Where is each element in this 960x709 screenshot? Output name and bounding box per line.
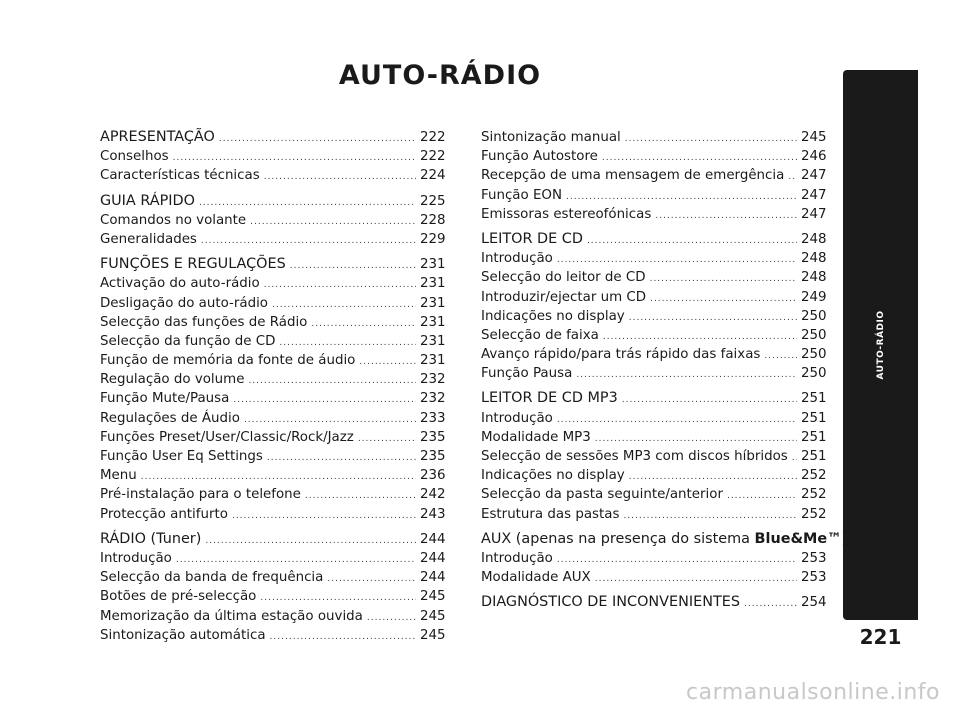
dot-leader <box>248 370 416 391</box>
toc-page-number: 233 <box>420 410 446 426</box>
toc-group <box>100 192 444 250</box>
toc-entry-text: Função User Eq Settings <box>100 449 263 464</box>
toc-page-number: 249 <box>801 289 827 305</box>
toc-entry-text: APRESENTAÇÃO <box>100 129 215 145</box>
toc-page-number: 245 <box>420 627 446 643</box>
toc-section-heading[interactable] <box>481 593 825 612</box>
toc-entry-label <box>100 128 215 147</box>
toc-page-number: 245 <box>801 130 827 145</box>
toc-entry-label <box>481 166 784 185</box>
toc-entry-text: Generalidades <box>100 231 197 247</box>
toc-entry-label <box>100 211 246 230</box>
dot-leader <box>176 549 416 570</box>
toc-entry[interactable] <box>481 249 825 268</box>
toc-entry[interactable] <box>100 166 444 185</box>
toc-entry[interactable] <box>100 147 444 166</box>
toc-entry-text: Função EON <box>481 187 562 203</box>
dot-leader <box>267 447 416 468</box>
dot-leader <box>576 364 797 385</box>
toc-page-number: 222 <box>420 130 446 145</box>
dot-leader <box>603 326 797 347</box>
toc-entry-label <box>100 568 323 587</box>
toc-entry-label <box>481 230 583 249</box>
toc-group <box>100 530 444 645</box>
dot-leader <box>311 313 416 334</box>
toc-entry[interactable] <box>100 568 444 587</box>
dot-leader <box>727 485 797 506</box>
toc-entry-label <box>481 326 599 345</box>
toc-entry[interactable] <box>481 428 825 447</box>
toc-entry[interactable] <box>481 186 825 205</box>
toc-entry-text: Indicações no display <box>481 308 625 324</box>
dot-leader <box>557 409 797 430</box>
toc-entry[interactable] <box>100 549 444 568</box>
toc-entry-text: Memorização da última estação ouvida <box>100 608 363 624</box>
toc-group <box>481 593 825 612</box>
toc-section-heading[interactable] <box>100 128 444 147</box>
toc-left-column <box>100 128 444 651</box>
toc-entry[interactable] <box>481 147 825 166</box>
toc-entry[interactable] <box>481 568 825 587</box>
toc-entry-text: DIAGNÓSTICO DE INCONVENIENTES <box>481 594 740 611</box>
toc-page-number: 252 <box>801 487 827 503</box>
toc-page-number: 252 <box>801 468 827 484</box>
toc-page-number: 250 <box>801 347 827 363</box>
toc-entry-text: Introdução <box>100 550 172 566</box>
toc-entry-text: Protecção antifurto <box>100 506 228 522</box>
toc-entry-text: Modalidade MP3 <box>481 429 591 445</box>
toc-entry[interactable] <box>481 166 825 185</box>
toc-entry-text: Regulação do volume <box>100 372 245 388</box>
toc-entry[interactable] <box>100 485 444 504</box>
toc-entry[interactable] <box>100 370 444 389</box>
toc-entry-label <box>100 428 354 447</box>
toc-entry-label <box>100 626 266 645</box>
toc-entry-text: Indicações no display <box>481 468 625 484</box>
toc-page-number: 229 <box>420 231 446 247</box>
dot-leader <box>201 230 416 251</box>
toc-entry[interactable] <box>481 326 825 345</box>
dot-leader <box>655 205 797 226</box>
toc-section-heading[interactable] <box>100 530 444 549</box>
toc-page-number: 232 <box>420 391 446 407</box>
toc-page-number: 247 <box>801 206 827 222</box>
toc-entry-label <box>481 593 740 612</box>
toc-entry[interactable] <box>481 345 825 364</box>
toc-section-heading[interactable] <box>481 230 825 249</box>
toc-page-number: 245 <box>420 589 446 605</box>
toc-page-number: 231 <box>420 257 446 273</box>
toc-entry[interactable] <box>481 307 825 326</box>
dot-leader <box>566 186 797 207</box>
toc-entry-label <box>481 530 852 549</box>
toc-entry-label <box>100 192 195 211</box>
toc-entry[interactable] <box>481 288 825 307</box>
dot-leader <box>744 593 797 614</box>
toc-entry-text: Introdução <box>481 410 553 426</box>
toc-page-number: 250 <box>801 308 827 324</box>
toc-entry-label <box>100 530 201 549</box>
watermark: carmanualsonline.info <box>686 680 940 705</box>
toc-entry[interactable] <box>100 505 444 524</box>
toc-entry-text: Função Autostore <box>481 149 598 165</box>
toc-entry-label <box>481 485 723 504</box>
toc-entry[interactable] <box>100 351 444 370</box>
dot-leader <box>602 147 797 168</box>
dot-leader <box>219 128 416 149</box>
toc-entry-text: LEITOR DE CD <box>481 230 583 247</box>
toc-entry-label <box>100 255 286 274</box>
dot-leader <box>622 389 797 410</box>
toc-group <box>100 255 444 524</box>
dot-leader <box>650 288 797 309</box>
dot-leader <box>250 211 416 232</box>
dot-leader <box>290 255 416 276</box>
toc-entry-text: Regulações de Áudio <box>100 410 240 426</box>
toc-entry-text: Função Pausa <box>481 366 573 382</box>
toc-page-number: 244 <box>420 550 446 566</box>
dot-leader <box>367 607 416 628</box>
toc-entry-text: Selecção de faixa <box>481 327 599 343</box>
toc-page-number: 224 <box>420 168 446 184</box>
page-title: AUTO-RÁDIO <box>338 60 542 91</box>
toc-page-number: 253 <box>801 550 827 566</box>
toc-page-number: 251 <box>801 429 827 445</box>
toc-entry[interactable] <box>481 466 825 485</box>
dot-leader <box>788 166 797 187</box>
toc-entry-text: Introdução <box>481 550 553 566</box>
toc-entry-label <box>481 128 621 147</box>
dot-leader <box>358 428 416 449</box>
dot-leader <box>270 626 416 647</box>
toc-entry-label <box>481 205 651 224</box>
toc-entry-label <box>481 505 619 524</box>
toc-page-number: 250 <box>801 327 827 343</box>
dot-leader <box>272 294 416 315</box>
toc-entry-text: LEITOR DE CD MP3 <box>481 390 618 407</box>
toc-page-number: 252 <box>801 506 827 522</box>
toc-entry-label <box>100 447 263 466</box>
toc-entry-text: Activação do auto-rádio <box>100 276 260 292</box>
toc-group <box>481 530 842 588</box>
toc-entry-text: AUX (apenas na presença do sistema <box>481 530 755 547</box>
toc-page-number: 244 <box>420 531 446 547</box>
toc-entry[interactable] <box>100 230 444 249</box>
toc-entry-label <box>481 466 625 485</box>
toc-entry[interactable] <box>100 389 444 408</box>
toc-entry-label <box>100 505 228 524</box>
toc-entry-label <box>100 607 363 626</box>
toc-entry-label <box>100 166 260 185</box>
toc-entry-label <box>100 549 172 568</box>
toc-entry-text: Selecção da pasta seguinte/anterior <box>481 487 723 503</box>
dot-leader <box>305 485 416 506</box>
toc-entry[interactable] <box>481 505 825 524</box>
toc-page-number: 222 <box>420 149 446 165</box>
toc-entry[interactable] <box>100 466 444 485</box>
toc-page-number: 246 <box>801 149 827 165</box>
dot-leader <box>359 351 416 372</box>
toc-page-number: 248 <box>801 231 827 247</box>
toc-section-heading[interactable] <box>100 255 444 274</box>
toc-page-number: 244 <box>420 570 446 586</box>
dot-leader <box>233 389 416 410</box>
toc-entry-label <box>100 230 197 249</box>
toc-entry-label <box>100 332 275 351</box>
toc-page-number: 231 <box>420 295 446 311</box>
toc-entry-text: Desligação do auto-rádio <box>100 295 268 311</box>
toc-entry-label <box>100 370 244 389</box>
toc-group <box>481 128 825 224</box>
dot-leader <box>595 568 797 589</box>
toc-entry-label <box>100 587 256 606</box>
toc-entry-label <box>100 409 240 428</box>
toc-entry-label <box>481 186 562 205</box>
toc-entry[interactable] <box>481 268 825 287</box>
toc-entry-text: Características técnicas <box>100 168 260 184</box>
toc-page-number: 247 <box>801 168 827 184</box>
dot-leader <box>557 549 797 570</box>
toc-entry[interactable] <box>481 205 825 224</box>
dot-leader <box>792 447 797 468</box>
toc-entry-label <box>481 549 553 568</box>
toc-page-number: 250 <box>801 366 827 382</box>
dot-leader <box>199 192 416 213</box>
toc-entry-text: Comandos no volante <box>100 212 247 228</box>
toc-entry-text: Selecção da banda de frequência <box>100 570 324 586</box>
side-tab-label: AUTO-RÁDIO <box>875 310 886 380</box>
dot-leader <box>244 409 416 430</box>
toc-right-column <box>481 128 842 619</box>
toc-page-number: 231 <box>420 314 446 330</box>
toc-entry[interactable] <box>100 332 444 351</box>
toc-page-number: 231 <box>420 333 446 349</box>
toc-section-heading[interactable] <box>481 389 825 408</box>
toc-entry-text: Função Mute/Pausa <box>100 391 230 407</box>
toc-entry-text: Pré-instalação para o telefone <box>100 487 301 503</box>
toc-page-number: 231 <box>420 276 446 292</box>
toc-entry-label <box>100 147 169 166</box>
dot-leader <box>650 268 797 289</box>
toc-entry-text: Selecção de sessões MP3 com discos híbridos <box>481 449 788 464</box>
toc-entry-text: Sintonização automática <box>100 627 266 643</box>
toc-entry-label <box>481 268 646 287</box>
dot-leader <box>625 128 797 149</box>
toc-entry-text: Função de memória da fonte de áudio <box>100 353 356 369</box>
dot-leader <box>764 345 797 366</box>
toc-entry-label <box>100 351 355 370</box>
toc-entry[interactable] <box>100 587 444 606</box>
toc-entry-text: FUNÇÕES E REGULAÇÕES <box>100 256 286 273</box>
toc-entry-label <box>481 428 591 447</box>
toc-entry-text: RÁDIO (Tuner) <box>100 530 202 547</box>
toc-entry-text: Emissoras estereofónicas <box>481 206 652 222</box>
toc-entry[interactable] <box>100 447 444 466</box>
dot-leader <box>173 147 416 168</box>
dot-leader <box>141 466 416 487</box>
toc-entry-label <box>481 345 760 364</box>
toc-page-number: 232 <box>420 372 446 388</box>
toc-page-number: 253 <box>801 570 827 586</box>
toc-entry-text: Sintonização manual <box>481 130 621 145</box>
toc-entry[interactable] <box>100 294 444 313</box>
toc-entry-text: Selecção da função de CD <box>100 333 276 349</box>
toc-page-number: 228 <box>420 212 446 228</box>
toc-entry-label <box>100 485 301 504</box>
dot-leader <box>629 466 797 487</box>
toc-page-number: 236 <box>420 468 446 484</box>
dot-leader <box>595 428 797 449</box>
toc-entry-label <box>100 466 137 485</box>
toc-entry-label <box>481 389 618 408</box>
toc-entry-text: Modalidade AUX <box>481 570 591 586</box>
toc-group <box>481 230 825 384</box>
page-number: 221 <box>859 625 902 649</box>
toc-entry-text: Recepção de uma mensagem de emergência <box>481 168 785 184</box>
toc-page-number: 235 <box>420 449 446 464</box>
toc-group <box>481 389 825 523</box>
toc-entry-label <box>481 288 646 307</box>
toc-page-number: 243 <box>420 506 446 522</box>
dot-leader <box>327 568 416 589</box>
toc-entry[interactable] <box>481 409 825 428</box>
toc-entry[interactable] <box>481 364 825 383</box>
toc-entry[interactable] <box>481 447 825 466</box>
toc-entry-label <box>100 389 229 408</box>
toc-entry-text: Funções Preset/User/Classic/Rock/Jazz <box>100 429 354 445</box>
dot-leader <box>557 249 797 270</box>
toc-entry[interactable] <box>100 607 444 626</box>
toc-entry-text: Introdução <box>481 251 553 267</box>
toc-entry-bold-text: Blue&Me™ <box>754 530 842 547</box>
toc-entry[interactable] <box>481 485 825 504</box>
toc-entry[interactable] <box>100 274 444 293</box>
toc-page-number: 248 <box>801 270 827 286</box>
toc-entry-label <box>481 249 553 268</box>
toc-page-number: 248 <box>801 251 827 267</box>
toc-entry-label <box>481 147 598 166</box>
toc-entry-text: Selecção das funções de Rádio <box>100 314 308 330</box>
toc-entry-label <box>481 364 572 383</box>
toc-page-number: 247 <box>801 187 827 203</box>
toc-entry-label <box>100 294 268 313</box>
toc-entry-label <box>481 447 788 466</box>
toc-entry-text: Conselhos <box>100 149 169 165</box>
chapter-side-tab <box>843 70 918 620</box>
toc-page-number: 254 <box>801 595 827 611</box>
toc-entry-label <box>481 409 553 428</box>
toc-page-number: 251 <box>801 449 827 464</box>
toc-entry-label <box>481 307 625 326</box>
toc-entry-text: Botões de pré-selecção <box>100 589 257 605</box>
toc-entry-text: Selecção do leitor de CD <box>481 270 646 286</box>
toc-page-number: 225 <box>420 193 446 209</box>
dot-leader <box>623 505 797 526</box>
toc-page-number: 242 <box>420 487 446 503</box>
toc-entry-label <box>100 313 307 332</box>
toc-group <box>100 128 444 186</box>
toc-entry-label <box>100 274 260 293</box>
toc-entry-text: Introduzir/ejectar um CD <box>481 289 647 305</box>
toc-entry[interactable] <box>100 409 444 428</box>
toc-entry[interactable] <box>100 626 444 645</box>
toc-entry-label <box>481 568 591 587</box>
dot-leader <box>629 307 797 328</box>
toc-page-number: 251 <box>801 410 827 426</box>
toc-entry-text: Menu <box>100 468 137 484</box>
toc-page-number: 231 <box>420 353 446 369</box>
dot-leader <box>232 505 416 526</box>
toc-entry[interactable] <box>100 428 444 447</box>
dot-leader <box>587 230 797 251</box>
toc-entry[interactable] <box>481 549 825 568</box>
toc-page-number: 235 <box>420 429 446 445</box>
toc-entry-text: GUIA RÁPIDO <box>100 192 195 209</box>
toc-section-heading[interactable] <box>100 192 444 211</box>
dot-leader <box>279 332 416 353</box>
toc-entry[interactable] <box>100 313 444 332</box>
toc-entry[interactable] <box>481 128 825 147</box>
toc-entry-text: Estrutura das pastas <box>481 506 620 522</box>
dot-leader <box>264 166 416 187</box>
dot-leader <box>260 587 416 608</box>
toc-page-number: 245 <box>420 608 446 624</box>
toc-page-number: 251 <box>801 391 827 407</box>
toc-section-heading[interactable] <box>481 530 842 549</box>
dot-leader <box>264 274 416 295</box>
dot-leader <box>205 530 416 551</box>
toc-entry[interactable] <box>100 211 444 230</box>
toc-entry-text: Avanço rápido/para trás rápido das faixas <box>481 347 761 363</box>
